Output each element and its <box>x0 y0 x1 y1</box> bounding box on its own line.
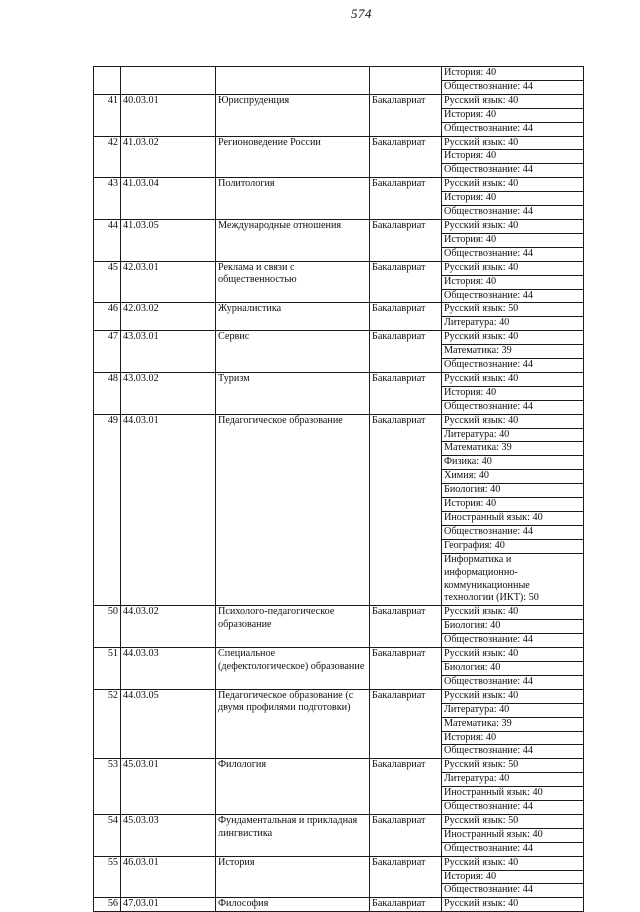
exam-cell: Русский язык: 40 <box>442 606 584 620</box>
code-cell: 45.03.03 <box>121 814 216 856</box>
code-cell: 41.03.02 <box>121 136 216 178</box>
level-cell: Бакалавриат <box>370 759 442 815</box>
exam-cell: История: 40 <box>442 731 584 745</box>
table-row <box>94 689 584 703</box>
exam-cell: Обществознание: 44 <box>442 842 584 856</box>
exam-cell: Биология: 40 <box>442 661 584 675</box>
table-row <box>94 331 584 345</box>
exam-cell: Иностранный язык: 40 <box>442 828 584 842</box>
row-number-cell: 41 <box>94 94 121 136</box>
exam-cell: Информатика и информационно-коммуникационные технологии (ИКТ): 50 <box>442 553 584 606</box>
exam-cell: Физика: 40 <box>442 456 584 470</box>
level-cell: Бакалавриат <box>370 219 442 261</box>
code-cell: 44.03.02 <box>121 606 216 648</box>
row-number-cell: 47 <box>94 331 121 373</box>
specialty-name-cell: Политология <box>216 178 370 220</box>
level-cell: Бакалавриат <box>370 178 442 220</box>
code-cell: 47.03.01 <box>121 898 216 912</box>
specialty-name-cell: Туризм <box>216 372 370 414</box>
specialty-name-cell: Педагогическое образование (с двумя профилями подготовки) <box>216 689 370 759</box>
exam-cell: Обществознание: 44 <box>442 884 584 898</box>
exam-cell: История: 40 <box>442 150 584 164</box>
row-number-cell: 48 <box>94 372 121 414</box>
table-row <box>94 606 584 620</box>
exam-cell: История: 40 <box>442 192 584 206</box>
exam-cell: Русский язык: 50 <box>442 303 584 317</box>
specialty-name-cell: История <box>216 856 370 898</box>
level-cell: Бакалавриат <box>370 94 442 136</box>
specialty-name-cell: Сервис <box>216 331 370 373</box>
table-row <box>94 261 584 275</box>
row-number-cell: 54 <box>94 814 121 856</box>
table-row <box>94 136 584 150</box>
level-cell: Бакалавриат <box>370 689 442 759</box>
exam-cell: Химия: 40 <box>442 470 584 484</box>
exam-cell: Русский язык: 50 <box>442 759 584 773</box>
level-cell: Бакалавриат <box>370 331 442 373</box>
page-number: 574 <box>351 6 372 21</box>
exam-cell: Литература: 40 <box>442 773 584 787</box>
exam-cell: Обществознание: 44 <box>442 80 584 94</box>
exam-cell: Биология: 40 <box>442 620 584 634</box>
row-number-cell: 55 <box>94 856 121 898</box>
code-cell: 41.03.04 <box>121 178 216 220</box>
exam-cell: География: 40 <box>442 539 584 553</box>
exam-cell: Обществознание: 44 <box>442 675 584 689</box>
level-cell: Бакалавриат <box>370 856 442 898</box>
exam-cell: Обществознание: 44 <box>442 525 584 539</box>
exam-cell: Литература: 40 <box>442 428 584 442</box>
specialty-name-cell: Реклама и связи с общественностью <box>216 261 370 303</box>
specialties-table <box>93 66 584 912</box>
specialty-name-cell: Психолого-педагогическое образование <box>216 606 370 648</box>
exam-cell: Обществознание: 44 <box>442 745 584 759</box>
table-row <box>94 303 584 317</box>
exam-cell: Обществознание: 44 <box>442 359 584 373</box>
specialty-name-cell: Журналистика <box>216 303 370 331</box>
level-cell: Бакалавриат <box>370 136 442 178</box>
level-cell: Бакалавриат <box>370 372 442 414</box>
specialty-name-cell: Международные отношения <box>216 219 370 261</box>
exam-cell: Литература: 40 <box>442 317 584 331</box>
table-row <box>94 414 584 428</box>
table-row <box>94 67 584 81</box>
specialty-name-cell: Специальное (дефектологическое) образование <box>216 648 370 690</box>
exam-cell: История: 40 <box>442 275 584 289</box>
exam-cell: История: 40 <box>442 386 584 400</box>
exam-cell: Математика: 39 <box>442 717 584 731</box>
row-number-cell: 51 <box>94 648 121 690</box>
level-cell: Бакалавриат <box>370 261 442 303</box>
row-number-cell: 43 <box>94 178 121 220</box>
code-cell <box>121 67 216 95</box>
exam-cell: Обществознание: 44 <box>442 801 584 815</box>
row-number-cell: 44 <box>94 219 121 261</box>
code-cell: 43.03.02 <box>121 372 216 414</box>
level-cell: Бакалавриат <box>370 414 442 606</box>
table-row <box>94 94 584 108</box>
row-number-cell: 45 <box>94 261 121 303</box>
exam-cell: История: 40 <box>442 870 584 884</box>
code-cell: 44.03.01 <box>121 414 216 606</box>
exam-cell: История: 40 <box>442 108 584 122</box>
table-row <box>94 759 584 773</box>
exam-cell: Литература: 40 <box>442 703 584 717</box>
level-cell: Бакалавриат <box>370 606 442 648</box>
exam-cell: История: 40 <box>442 498 584 512</box>
exam-cell: Русский язык: 40 <box>442 689 584 703</box>
code-cell: 40.03.01 <box>121 94 216 136</box>
row-number-cell: 42 <box>94 136 121 178</box>
specialty-name-cell: Педагогическое образование <box>216 414 370 606</box>
exam-cell: Русский язык: 40 <box>442 94 584 108</box>
level-cell: Бакалавриат <box>370 814 442 856</box>
specialty-name-cell: Регионоведение России <box>216 136 370 178</box>
exam-cell: Русский язык: 50 <box>442 814 584 828</box>
exam-cell: Биология: 40 <box>442 484 584 498</box>
exam-cell: Русский язык: 40 <box>442 261 584 275</box>
exam-cell: История: 40 <box>442 67 584 81</box>
code-cell: 46.03.01 <box>121 856 216 898</box>
exam-cell: Иностранный язык: 40 <box>442 512 584 526</box>
exam-cell: Русский язык: 40 <box>442 136 584 150</box>
code-cell: 42.03.02 <box>121 303 216 331</box>
exam-cell: Русский язык: 40 <box>442 414 584 428</box>
code-cell: 44.03.03 <box>121 648 216 690</box>
level-cell: Бакалавриат <box>370 648 442 690</box>
specialty-name-cell: Фундаментальная и прикладная лингвистика <box>216 814 370 856</box>
exam-cell: Обществознание: 44 <box>442 164 584 178</box>
exam-cell: Обществознание: 44 <box>442 247 584 261</box>
row-number-cell: 50 <box>94 606 121 648</box>
exam-cell: Обществознание: 44 <box>442 634 584 648</box>
exam-cell: Иностранный язык: 40 <box>442 787 584 801</box>
level-cell: Бакалавриат <box>370 303 442 331</box>
exam-cell: Русский язык: 40 <box>442 219 584 233</box>
code-cell: 44.03.05 <box>121 689 216 759</box>
table-row <box>94 372 584 386</box>
specialty-name-cell: Философия <box>216 898 370 912</box>
exam-cell: Русский язык: 40 <box>442 856 584 870</box>
exam-cell: Русский язык: 40 <box>442 372 584 386</box>
specialty-name-cell <box>216 67 370 95</box>
table-row <box>94 648 584 662</box>
row-number-cell: 56 <box>94 898 121 912</box>
exam-cell: Обществознание: 44 <box>442 289 584 303</box>
exam-cell: Математика: 39 <box>442 442 584 456</box>
exam-cell: Русский язык: 40 <box>442 898 584 912</box>
exam-cell: Русский язык: 40 <box>442 648 584 662</box>
code-cell: 41.03.05 <box>121 219 216 261</box>
table-row <box>94 814 584 828</box>
table-body <box>94 67 584 912</box>
exam-cell: Математика: 39 <box>442 345 584 359</box>
exam-cell: Русский язык: 40 <box>442 331 584 345</box>
row-number-cell: 53 <box>94 759 121 815</box>
exam-cell: История: 40 <box>442 233 584 247</box>
exam-cell: Русский язык: 40 <box>442 178 584 192</box>
row-number-cell <box>94 67 121 95</box>
specialty-name-cell: Филология <box>216 759 370 815</box>
code-cell: 42.03.01 <box>121 261 216 303</box>
row-number-cell: 46 <box>94 303 121 331</box>
row-number-cell: 52 <box>94 689 121 759</box>
specialty-name-cell: Юриспруденция <box>216 94 370 136</box>
level-cell <box>370 67 442 95</box>
table-row <box>94 856 584 870</box>
table-row <box>94 219 584 233</box>
table-row <box>94 178 584 192</box>
level-cell: Бакалавриат <box>370 898 442 912</box>
exam-cell: Обществознание: 44 <box>442 206 584 220</box>
code-cell: 45.03.01 <box>121 759 216 815</box>
exam-cell: Обществознание: 44 <box>442 122 584 136</box>
row-number-cell: 49 <box>94 414 121 606</box>
exam-cell: Обществознание: 44 <box>442 400 584 414</box>
code-cell: 43.03.01 <box>121 331 216 373</box>
